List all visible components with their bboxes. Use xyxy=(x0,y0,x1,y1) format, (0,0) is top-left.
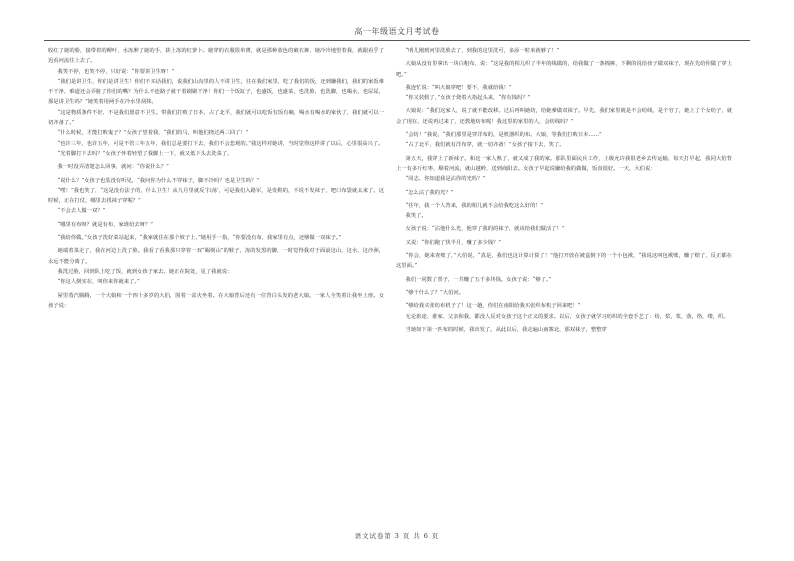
paragraph: “明儿刚到河里洗脸去了，到我的这里洗可，多添一粒米就够了！” xyxy=(405,48,560,54)
paragraph: 我笑了。 xyxy=(405,213,427,220)
paragraph: “够干什么了？”大伯问。 xyxy=(405,289,464,296)
paragraph: “我给你做。”女孩子洗好菜站起来，“我家就住在那个坡子上，”她用手一指，“你要没有布，我家里有点，还够做一双袜子。” xyxy=(57,235,342,242)
paragraph: “同志，你知道我是沾你的光吗？” xyxy=(405,176,486,183)
paragraph: 我一时没弄清楚怎么回事，就问：“你说什么？” xyxy=(57,164,169,171)
paragraph: 无论旅途、谁家、父亲和我，都没人反对女孩子这个正义的要求。以后，女孩子就学习纺织的全套手艺了：纺，浆，浆，落，络，缕，织。 xyxy=(405,313,729,320)
paragraph: 屋里蒸汽腾腾，一个大娘和一个四十多岁的大伯，围着一盆火坐着。在大娘背后还有一位背白头发的老大娘。一家人全笑着让我坐上座。女孩子说： xyxy=(48,292,384,309)
paragraph: 我笑不停，也笑不停，只好说：“你要讲卫生呀！” xyxy=(57,68,175,75)
paragraph: “说什么？”女孩子也装没有听见，“我问你为什么不穿袜子，脚不冷吗？也是卫生吗？” xyxy=(57,177,260,184)
paragraph: “往年，我一个人背来，我的相儿就不会给我吃这么好的！” xyxy=(405,202,544,209)
paragraph: 又说：“你们跑了快半月，赚了多少钱？” xyxy=(405,239,501,246)
paragraph: “你这人倒实在，叫你来你就来了。” xyxy=(57,279,140,286)
paragraph: 女孩子说：“沾他什么光，他穿了我的的袜子，就该给我们做活了！” xyxy=(405,226,565,233)
paragraph: “怎么沾了我的光？” xyxy=(405,189,454,196)
paragraph: 大娘从没有里拿出一块白粗布，说：“这是我的相儿织了半年的线做的，给我做了一条棉裤，下剩的说给孩子做双袜子，现在先给你做了穿上吧。” xyxy=(396,61,732,78)
paragraph: “你又装假了，”女孩子烧着大指起头来，“你有钱吗？” xyxy=(405,95,531,102)
paragraph: “会纺！”我说，“我们那里是穿洋布的，是机器织的布。大娘，等我们打败日本……” xyxy=(405,132,602,139)
left-text-column xyxy=(48,46,384,311)
paragraph: 第五天，我穿上了新袜子。和这一家人熟了，就又成了我的家。那队里面民兵工作，上级允许我很老乡去传运输，每天打早起，我同大伯背上一有多斤红枣，顺着河流，就山越岭，送到商阳去。女孩子早起说嫌给我的做做，饭食很好。一天，大伯说： xyxy=(396,155,732,172)
paragraph: “嘿！”我也笑了，“这是没有法子的，什么卫生！从九月里就反‘扫荡’，可是我们入路军，是发鞋的，不说不发袜子，吧口布袋就太来了。这时候，正在打仗，哪里去找袜子穿呢？” xyxy=(48,187,384,205)
page-footer: 语文试卷第 3 页 共 6 页 xyxy=(354,532,440,540)
paragraph: “光着脚打下去吗？”女孩子怀着轻望了我脚上一下，就又低下头去洗菜了。 xyxy=(57,150,233,157)
page-header-title: 高一年级语文月考试卷 xyxy=(354,27,440,36)
paragraph: 当她如下第一匹布的时候，我出发了。从此以后，我走遍山南寨北，那双袜子，整整穿 xyxy=(405,326,607,333)
paragraph: “占了北平，我们就有洋布穿，就一切齐备！”女孩子接下去，笑了。 xyxy=(405,142,565,149)
paragraph: 我连忙说：“叫大娘穿吧！要不，我就给钱！” xyxy=(405,84,512,91)
paragraph: “什么时候，才能打败鬼子？”女孩子望着我，“我们的马，叫他们挠过两三回了！” xyxy=(57,130,249,137)
paragraph: 收红了她的脸，接带着的柳叶，水冻肿了她的手，搓上冻的红萝卜。她穿的衣服很单薄，就是那种蓝色的破衣裤，她冷冷地望着我，就跟看乎了迟看河流往上去了。 xyxy=(48,48,384,65)
paragraph: “我们是讲卫生，你们是讲卫生！你们不买话我们，说我们山沟里的人不讲卫生，往在我们家里，吃了我们的饭，还到嫌我们，我们的家饭难不干净，难道还会弄脏了你们的嘴？为什么不连路子就干着刷刷干净！你们一个饭缸子，也盛饭，也盛菜，也洗脸，也洗脚，也喝水，也尿尿，那是讲卫生吗？”她笑着用两手在冷水里刮抹。 xyxy=(48,78,384,106)
paragraph: “够给我买张纺布机子了！这一趟，你们在南阳给我买张织布机子回来吧！” xyxy=(405,303,581,310)
paragraph: 大娘说：“我们这家人，说了就不能改移。过后再叫她纺，给她爹做双袜子。早先，我们家里就是不会纺线，是个穷了，她上了个女纺子，就会了现在，还说再过来了，还教地纺布呢！我这里的家里的人，会纺线吗？” xyxy=(396,108,732,125)
right-text-column xyxy=(396,46,732,335)
paragraph: “这是物质条件不好，不是我们愿意不卫生。带我们打败了日本，占了北平，我们就可以吃饭有饭有碗，喝水有喝水的家伙了，我们就可以一切齐备了。” xyxy=(48,109,384,127)
paragraph: “你会，她来查账了，”大伯说，“真是，我们也这计算计算了！”他打开放在被盒倒下的一个小包袱，“我说这叫包袱账，赚了赔了，反正都在这里面。” xyxy=(396,253,732,270)
header-divider xyxy=(44,40,750,41)
paragraph: 她端着菜走了，我在河边上洗了脸。我看了看我那只穿着一双“踢倒山”的鞋子，冻的发黑的脚，一时觉得我对于面前这山，这水，这沙洲，永远不能分离了。 xyxy=(48,248,384,265)
paragraph: 我洗过脸，回到队上吃了饭，就到女孩子家去。她正在院处，见了我就说： xyxy=(57,268,233,275)
paragraph: “哪里有布呀？就是有布，家谁给去呀？” xyxy=(57,221,153,228)
paragraph: “不会去人做一双？” xyxy=(57,208,106,215)
paragraph: 我们一同数了票子，一共赚了五千多块钱。女孩子说：“够了。” xyxy=(405,276,552,283)
paragraph: “也许三年，也许五年，可是不管三年五年，我们总是要打下去，我们不会悲观的。”我这样对她讲，当时觉得这样讲了以后，心里很高兴了。 xyxy=(57,140,384,147)
